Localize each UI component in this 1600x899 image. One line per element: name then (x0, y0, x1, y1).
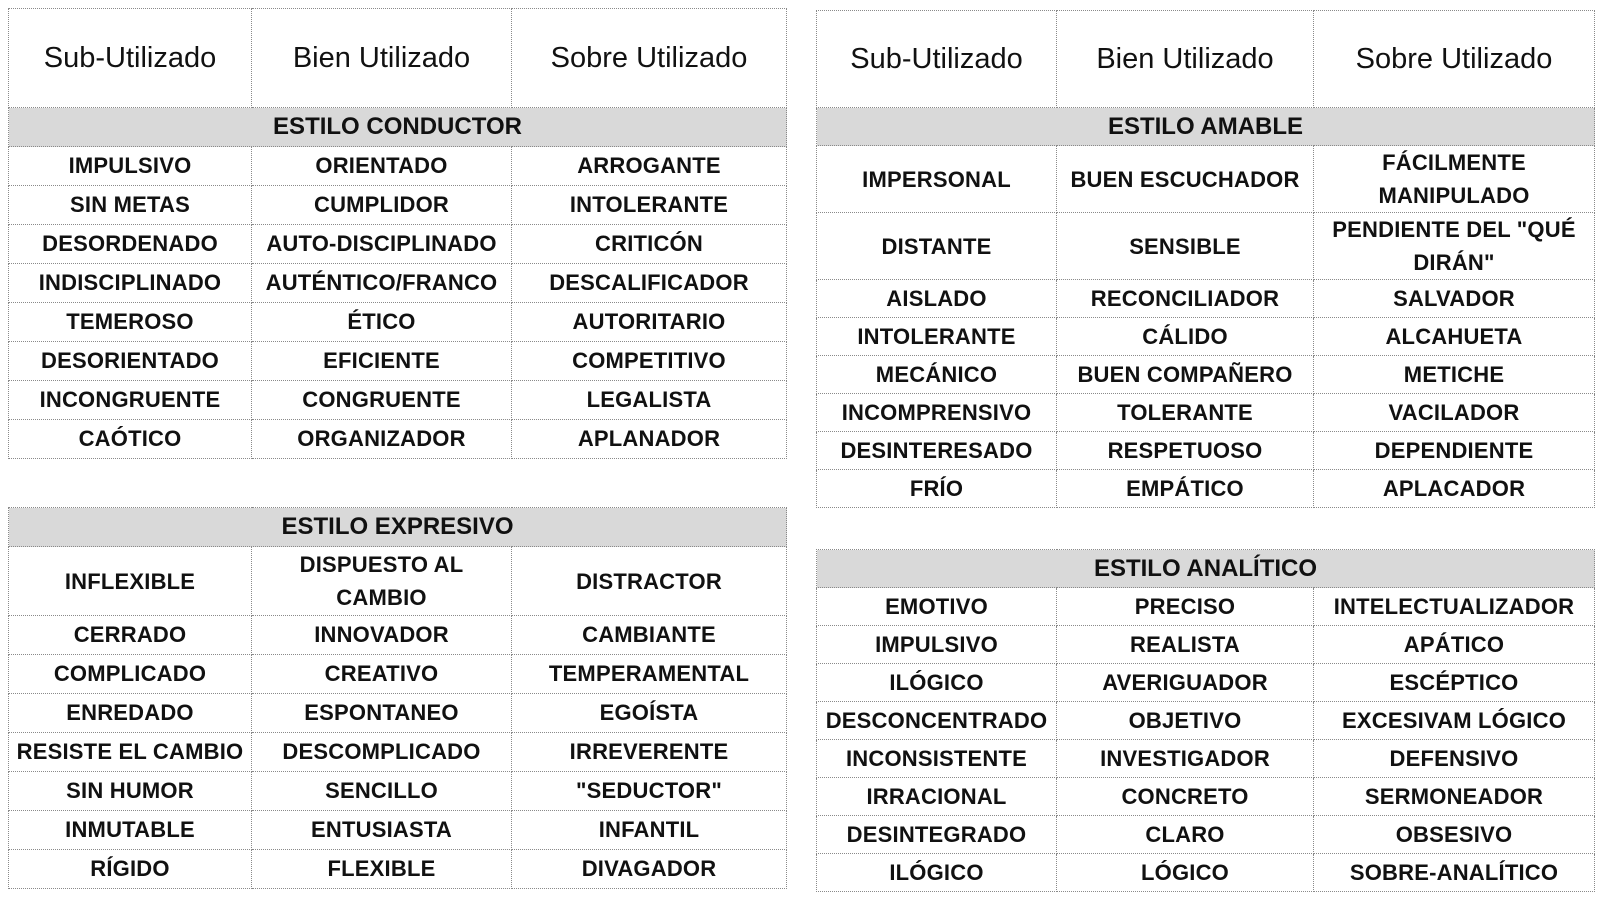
table-cell: CAMBIANTE (512, 616, 787, 655)
table-row (9, 547, 787, 616)
table-cell: DISTRACTOR (512, 547, 787, 616)
table-cell: IMPULSIVO (9, 147, 252, 186)
table-cell: EMPÁTICO (1057, 470, 1314, 508)
table-cell: ENTUSIASTA (252, 811, 512, 850)
table-cell: CREATIVO (252, 655, 512, 694)
table-cell: RESPETUOSO (1057, 432, 1314, 470)
table-cell: VACILADOR (1314, 394, 1595, 432)
table-cell: DESINTERESADO (817, 432, 1057, 470)
table-row (9, 850, 787, 889)
table-cell: FRÍO (817, 470, 1057, 508)
table-cell: CERRADO (9, 616, 252, 655)
table-cell: DESORIENTADO (9, 342, 252, 381)
table-cell: DEPENDIENTE (1314, 432, 1595, 470)
table-cell: AUTÉNTICO/FRANCO (252, 264, 512, 303)
table-cell: BUEN COMPAÑERO (1057, 356, 1314, 394)
table-cell: SENCILLO (252, 772, 512, 811)
table-row (817, 470, 1595, 508)
table-cell: EMOTIVO (817, 588, 1057, 626)
table-cell: EGOÍSTA (512, 694, 787, 733)
table-cell: AISLADO (817, 280, 1057, 318)
table-estilo-amable (816, 10, 1595, 508)
table-cell: TEMPERAMENTAL (512, 655, 787, 694)
table-cell: SALVADOR (1314, 280, 1595, 318)
table-cell: BUEN ESCUCHADOR (1057, 146, 1314, 213)
table-cell: INCONGRUENTE (9, 381, 252, 420)
table-cell: INFLEXIBLE (9, 547, 252, 616)
table-cell: ARROGANTE (512, 147, 787, 186)
table-estilo-expresivo (8, 507, 787, 889)
table-cell: ESCÉPTICO (1314, 664, 1595, 702)
table-cell: ORGANIZADOR (252, 420, 512, 459)
table-cell: IMPERSONAL (817, 146, 1057, 213)
table-cell: DESORDENADO (9, 225, 252, 264)
table-cell: FLEXIBLE (252, 850, 512, 889)
table-cell: RÍGIDO (9, 850, 252, 889)
section-title: ESTILO AMABLE (817, 108, 1595, 146)
table-row (9, 811, 787, 850)
table-cell: CAÓTICO (9, 420, 252, 459)
table-cell: AUTO-DISCIPLINADO (252, 225, 512, 264)
table-cell: EXCESIVAM LÓGICO (1314, 702, 1595, 740)
table-cell: DESINTEGRADO (817, 816, 1057, 854)
table-cell: COMPLICADO (9, 655, 252, 694)
table-row (817, 280, 1595, 318)
table-cell: PENDIENTE DEL "QUÉ DIRÁN" (1314, 213, 1595, 280)
table-cell: SOBRE-ANALÍTICO (1314, 854, 1595, 892)
table-cell: CUMPLIDOR (252, 186, 512, 225)
column-header: Sub-Utilizado (9, 9, 252, 108)
table-cell: REALISTA (1057, 626, 1314, 664)
table-cell: INVESTIGADOR (1057, 740, 1314, 778)
table-cell: ILÓGICO (817, 664, 1057, 702)
table-cell: IMPULSIVO (817, 626, 1057, 664)
table-cell: DISPUESTO AL CAMBIO (252, 547, 512, 616)
table-cell: "SEDUCTOR" (512, 772, 787, 811)
table-row (9, 655, 787, 694)
table-cell: CONGRUENTE (252, 381, 512, 420)
table-row (817, 213, 1595, 280)
table-row (9, 381, 787, 420)
column-header-row (817, 11, 1595, 108)
table-cell: APLANADOR (512, 420, 787, 459)
table-cell: INTOLERANTE (817, 318, 1057, 356)
table-cell: CLARO (1057, 816, 1314, 854)
table-cell: INTOLERANTE (512, 186, 787, 225)
table-cell: EFICIENTE (252, 342, 512, 381)
table-cell: ÉTICO (252, 303, 512, 342)
table-cell: ESPONTANEO (252, 694, 512, 733)
table-row (9, 186, 787, 225)
table-cell: ORIENTADO (252, 147, 512, 186)
table-cell: INCONSISTENTE (817, 740, 1057, 778)
table-row (9, 420, 787, 459)
table-cell: AVERIGUADOR (1057, 664, 1314, 702)
table-row (817, 626, 1595, 664)
table-cell: RESISTE EL CAMBIO (9, 733, 252, 772)
table-row (817, 664, 1595, 702)
table-row (817, 432, 1595, 470)
table-cell: INDISCIPLINADO (9, 264, 252, 303)
table-cell: SERMONEADOR (1314, 778, 1595, 816)
table-estilo-conductor (8, 8, 787, 459)
table-cell: INNOVADOR (252, 616, 512, 655)
table-row (817, 356, 1595, 394)
section-title: ESTILO ANALÍTICO (817, 550, 1595, 588)
column-header: Bien Utilizado (1057, 11, 1314, 108)
table-row (9, 616, 787, 655)
table-cell: INCOMPRENSIVO (817, 394, 1057, 432)
table-row (817, 318, 1595, 356)
table-cell: CÁLIDO (1057, 318, 1314, 356)
column-header: Sobre Utilizado (512, 9, 787, 108)
table-cell: DESCONCENTRADO (817, 702, 1057, 740)
table-cell: LEGALISTA (512, 381, 787, 420)
table-row (817, 588, 1595, 626)
table-cell: TEMEROSO (9, 303, 252, 342)
table-cell: TOLERANTE (1057, 394, 1314, 432)
table-cell: PRECISO (1057, 588, 1314, 626)
table-cell: DISTANTE (817, 213, 1057, 280)
table-cell: COMPETITIVO (512, 342, 787, 381)
table-row (817, 702, 1595, 740)
table-row (9, 225, 787, 264)
table-cell: SENSIBLE (1057, 213, 1314, 280)
table-cell: CONCRETO (1057, 778, 1314, 816)
table-cell: INTELECTUALIZADOR (1314, 588, 1595, 626)
table-row (817, 394, 1595, 432)
table-row (9, 303, 787, 342)
table-row (9, 733, 787, 772)
column-header: Bien Utilizado (252, 9, 512, 108)
table-cell: OBJETIVO (1057, 702, 1314, 740)
table-row (817, 740, 1595, 778)
column-header: Sub-Utilizado (817, 11, 1057, 108)
table-row (817, 778, 1595, 816)
table-row (9, 772, 787, 811)
table-row (817, 146, 1595, 213)
table-row (9, 147, 787, 186)
table-cell: APÁTICO (1314, 626, 1595, 664)
table-cell: ALCAHUETA (1314, 318, 1595, 356)
table-estilo-analitico (816, 549, 1595, 892)
table-cell: AUTORITARIO (512, 303, 787, 342)
table-cell: ILÓGICO (817, 854, 1057, 892)
table-cell: LÓGICO (1057, 854, 1314, 892)
table-cell: APLACADOR (1314, 470, 1595, 508)
table-cell: CRITICÓN (512, 225, 787, 264)
table-cell: SIN METAS (9, 186, 252, 225)
table-cell: IRRACIONAL (817, 778, 1057, 816)
table-row (9, 694, 787, 733)
column-header: Sobre Utilizado (1314, 11, 1595, 108)
table-row (9, 342, 787, 381)
table-cell: DESCOMPLICADO (252, 733, 512, 772)
table-cell: MECÁNICO (817, 356, 1057, 394)
table-row (817, 816, 1595, 854)
table-cell: OBSESIVO (1314, 816, 1595, 854)
table-row (817, 854, 1595, 892)
column-header-row (9, 9, 787, 108)
table-cell: RECONCILIADOR (1057, 280, 1314, 318)
table-cell: IRREVERENTE (512, 733, 787, 772)
table-cell: INFANTIL (512, 811, 787, 850)
table-cell: DEFENSIVO (1314, 740, 1595, 778)
table-cell: INMUTABLE (9, 811, 252, 850)
table-cell: FÁCILMENTE MANIPULADO (1314, 146, 1595, 213)
table-cell: SIN HUMOR (9, 772, 252, 811)
table-cell: DIVAGADOR (512, 850, 787, 889)
section-title: ESTILO CONDUCTOR (9, 108, 787, 147)
section-title: ESTILO EXPRESIVO (9, 508, 787, 547)
table-row (9, 264, 787, 303)
table-cell: METICHE (1314, 356, 1595, 394)
table-cell: DESCALIFICADOR (512, 264, 787, 303)
table-cell: ENREDADO (9, 694, 252, 733)
